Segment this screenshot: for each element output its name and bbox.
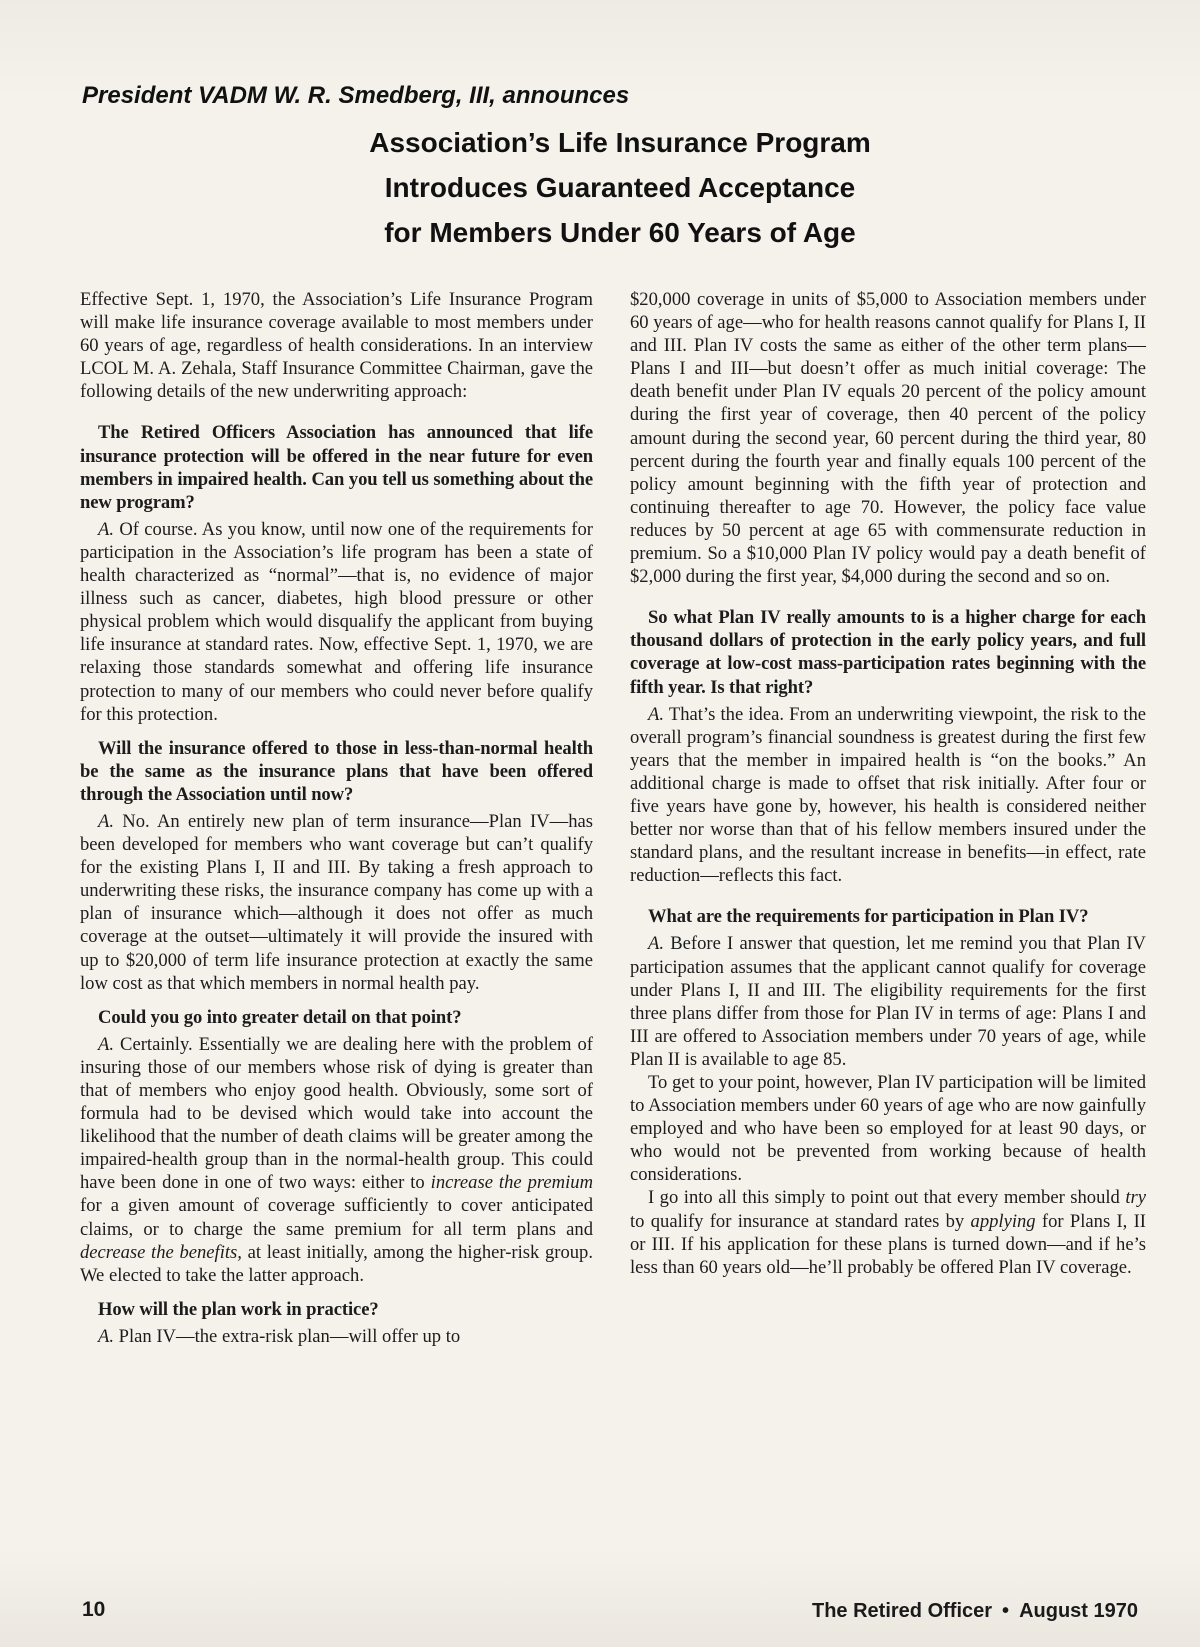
question-2: Will the insurance offered to those in less-than-normal health be the same as the insurance plans that have been offered through the Association until now? xyxy=(80,737,593,805)
answer-2 xyxy=(80,810,593,995)
answer-6-paragraph-2: To get to your point, however, Plan IV participation will be limited to Association members under 60 years of age who are now gainfully employed and who have been so employed for at least 90 days, or who would not be prevented from working because of health considerations. xyxy=(630,1072,1146,1186)
answer-3-text: at least initially, among the higher-risk group. We elected to take the latter approach. xyxy=(80,1241,593,1286)
answer-6-emphasis: try xyxy=(1125,1187,1146,1209)
headline-line-1: Association’s Life Insurance Program xyxy=(369,127,871,158)
answer-5 xyxy=(630,703,1146,888)
bullet-separator: • xyxy=(1002,1600,1010,1622)
answer-6-paragraph-3 xyxy=(630,1186,1146,1278)
intro-paragraph: Effective Sept. 1, 1970, the Association’s Life Insurance Program will make life insurance coverage available to most members under 60 years of age, regardless of health considerations. In an interview LCOL M. A. Zehala, Staff Insurance Committee Chairman, gave the following details of the new underwriting approach: xyxy=(80,289,593,403)
answer-6-text: for Plans I, II or III. If his application for these plans is turned down—and if he’s less than 60 years old—he’ll probably be offered Plan IV coverage. xyxy=(630,1210,1146,1278)
answer-4 xyxy=(80,1325,593,1348)
right-column xyxy=(630,288,1146,1279)
publication-name: The Retired Officer xyxy=(812,1600,993,1622)
answer-lead: A. xyxy=(648,703,665,725)
answer-3-emphasis: decrease the benefits, xyxy=(80,1241,242,1263)
answer-6-text: Before I answer that question, let me remind you that Plan IV participation assumes that the applicant cannot qualify for coverage under Plans I, II and III. The eligibility requirements for the first three plans differ from those for Plan IV in terms of age: Plans I and III are offered to Association members under 70 years of age, while Plan II is available to age 85. xyxy=(630,933,1146,1070)
answer-3 xyxy=(80,1033,593,1287)
page-number: 10 xyxy=(82,1598,106,1621)
answer-lead: A. xyxy=(98,810,115,832)
headline xyxy=(330,120,910,255)
question-5: So what Plan IV really amounts to is a higher charge for each thousand dollars of protection in the early policy years, and full coverage at low-cost mass-participation rates beginning with the fifth year. Is that right? xyxy=(630,607,1146,698)
answer-1-text: Of course. As you know, until now one of the requirements for participation in the Association’s life program has been a state of health characterized as “normal”—that is, no evidence of major illness such as cancer, diabetes, high blood pressure or other physical problem which would disqualify the applicant from buying life insurance at standard rates. Now, effective Sept. 1, 1970, we are relaxing those standards somewhat and offering life insurance protection to many of our members who could never before qualify for this protection. xyxy=(80,518,593,725)
answer-6-text: to qualify for insurance at standard rates by xyxy=(630,1210,971,1232)
publication-footer xyxy=(812,1600,1138,1623)
answer-lead: A. xyxy=(98,518,115,540)
answer-1 xyxy=(80,518,593,726)
answer-2-text: No. An entirely new plan of term insurance—Plan IV—has been developed for members who want coverage but can’t qualify for the existing Plans I, II and III. By taking a fresh approach to underwriting these risks, the insurance company has come up with a plan of insurance which—although it does not offer as much coverage at the outset—ultimately it will provide the insured with up to $20,000 of term life insurance protection at exactly the same low cost as that which members in normal health pay. xyxy=(80,810,593,994)
answer-lead: A. xyxy=(648,933,665,955)
answer-5-text: That’s the idea. From an underwriting viewpoint, the risk to the overall program’s financial soundness is greatest during the first few years that the member in impaired health is “on the books.” An additional charge is made to offset that risk initially. After four or five years have gone by, however, his health is considered neither better nor worse than that of his fellow members insured under the standard plans, and the resultant increase in benefits—in effect, rate reduction—reflects this fact. xyxy=(630,703,1146,887)
headline-line-3: for Members Under 60 Years of Age xyxy=(384,217,856,248)
answer-lead: A. xyxy=(98,1325,115,1347)
issue-date: August 1970 xyxy=(1019,1600,1138,1622)
answer-lead: A. xyxy=(98,1033,115,1055)
question-3: Could you go into greater detail on that point? xyxy=(98,1006,462,1028)
answer-4-continued: $20,000 coverage in units of $5,000 to Association members under 60 years of age—who for health reasons cannot qualify for Plans I, II and III. Plan IV costs the same as either of the other term plans—Plans I and III—but doesn’t offer as much initial coverage: The death benefit under Plan IV equals 20 percent of the policy amount during the first year of coverage, then 40 percent of the policy amount during the second year, 60 percent during the third year, 80 percent during the fourth year and finally equals 100 percent of the policy amount beginning with the fifth year of protection and continuing thereafter to age 70. However, the policy face value reduces by 50 percent at age 65 with commensurate reduction in premium. So a $10,000 Plan IV policy would pay a death benefit of $2,000 during the first year, $4,000 during the second and so on. xyxy=(630,289,1146,588)
question-6: What are the requirements for participation in Plan IV? xyxy=(648,906,1089,928)
answer-3-text: for a given amount of coverage sufficiently to cover anticipated claims, or to charge the same premium for all term plans and xyxy=(80,1195,593,1240)
answer-4-text: Plan IV—the extra-risk plan—will offer up to xyxy=(114,1325,461,1347)
left-column xyxy=(80,288,593,1348)
question-1: The Retired Officers Association has announced that life insurance protection will be offered in the near future for even members in impaired health. Can you tell us something about the new program? xyxy=(80,422,593,513)
question-4: How will the plan work in practice? xyxy=(98,1298,379,1320)
answer-3-text: Certainly. Essentially we are dealing here with the problem of insuring those of our members whose risk of dying is greater than that of members who enjoy good health. Obviously, some sort of formula had to be devised which would take into account the likelihood that the number of death claims will be greater among the impaired-health group than in the normal-health group. This could have been done in one of two ways: either to xyxy=(80,1033,593,1194)
kicker-line: President VADM W. R. Smedberg, III, announces xyxy=(82,82,630,109)
answer-3-emphasis: increase the premium xyxy=(430,1172,593,1194)
answer-6-emphasis: applying xyxy=(970,1210,1036,1232)
answer-6-text: I go into all this simply to point out that every member should xyxy=(648,1187,1126,1209)
headline-line-2: Introduces Guaranteed Acceptance xyxy=(384,172,856,203)
answer-6 xyxy=(630,932,1146,1071)
